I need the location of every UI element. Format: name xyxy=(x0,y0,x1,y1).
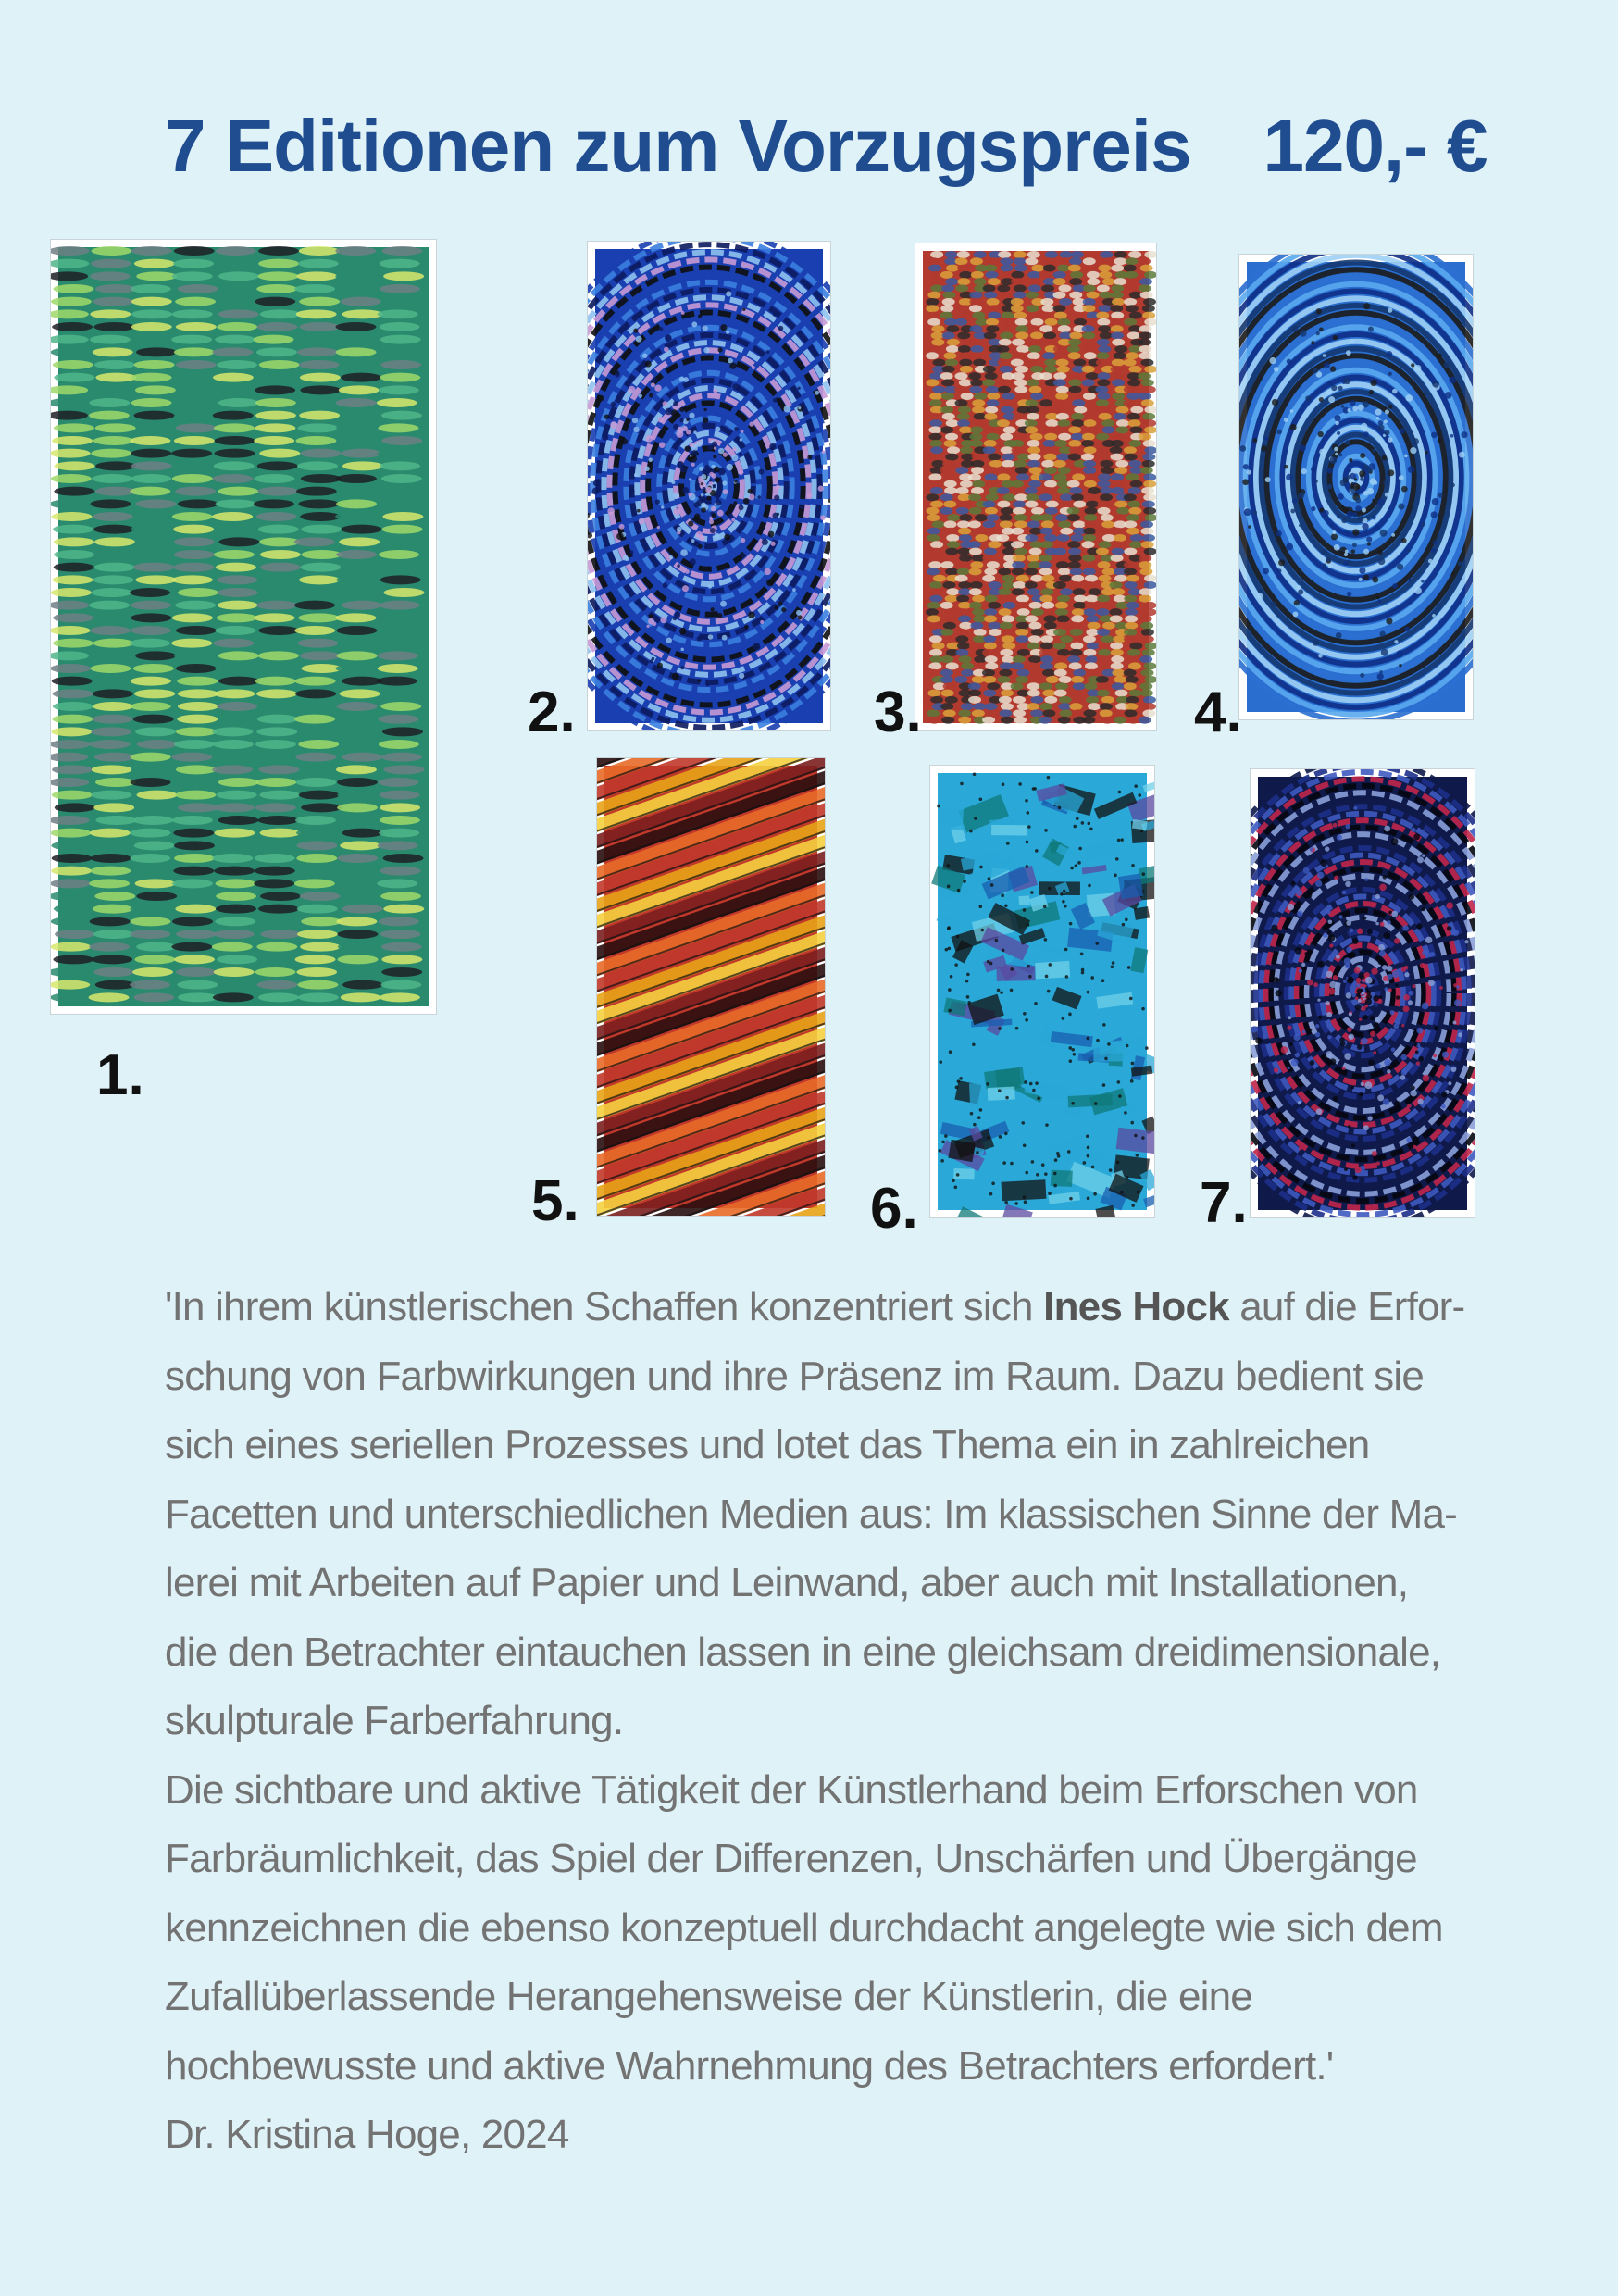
quote-line: lerei mit Arbeiten auf Papier und Leinwand, aber auch mit Installationen, xyxy=(165,1560,1409,1605)
artwork-7-number: 7. xyxy=(1200,1171,1248,1235)
quote-line: hochbewusste und aktive Wahrnehmung des Betrachters erfordert.' xyxy=(165,2042,1334,2089)
artwork-7-image xyxy=(1250,768,1475,1218)
artwork-6-number: 6. xyxy=(870,1177,918,1241)
artwork-4-image xyxy=(1238,254,1474,720)
artwork-3-image xyxy=(915,243,1157,731)
artist-name: Ines Hock xyxy=(1043,1284,1229,1329)
quote-author: Dr. Kristina Hoge, 2024 xyxy=(165,2112,569,2157)
artwork-5-image xyxy=(596,757,826,1217)
quote-line: skulpturale Farberfahrung. xyxy=(165,1698,624,1743)
quote-line: 'In ihrem künstlerischen Schaffen konzentriert sich Ines Hock auf die Erfor- xyxy=(165,1284,1465,1329)
artwork-1-number: 1. xyxy=(96,1043,144,1107)
quote-line: schung von Farbwirkungen und ihre Präsenz im Raum. Dazu bedient sie xyxy=(165,1353,1425,1399)
artwork-4-number: 4. xyxy=(1194,680,1242,744)
price-label: 120,- € xyxy=(1263,105,1487,187)
title-text: 7 Editionen zum Vorzugspreis xyxy=(165,105,1191,187)
quote-line: kennzeichnen die ebenso konzeptuell durchdacht angelegte wie sich dem xyxy=(165,1904,1443,1951)
artwork-3-number: 3. xyxy=(874,680,922,744)
quote-line: Die sichtbare und aktive Tätigkeit der Künstlerhand beim Erforschen von xyxy=(165,1766,1418,1813)
quote-block xyxy=(165,1273,1544,2170)
quote-line: die den Betrachter eintauchen lassen in eine gleichsam dreidimensionale, xyxy=(165,1628,1441,1675)
artwork-1-image xyxy=(50,239,437,1015)
artwork-2-number: 2. xyxy=(528,680,576,744)
page-title xyxy=(165,104,1487,189)
quote-line: sich eines seriellen Prozesses und lotet das Thema ein in zahlreichen xyxy=(165,1422,1370,1467)
quote-line: Farbräumlichkeit, das Spiel der Differenzen, Unschärfen und Übergänge xyxy=(165,1836,1417,1881)
quote-line: Facetten und unterschiedlichen Medien aus: Im klassischen Sinne der Ma- xyxy=(165,1491,1457,1537)
quote-line: Zufallüberlassende Herangehensweise der Künstlerin, die eine xyxy=(165,1974,1252,2019)
artwork-6-image xyxy=(929,765,1155,1218)
artwork-5-number: 5. xyxy=(531,1169,579,1233)
artwork-2-image xyxy=(587,241,831,731)
